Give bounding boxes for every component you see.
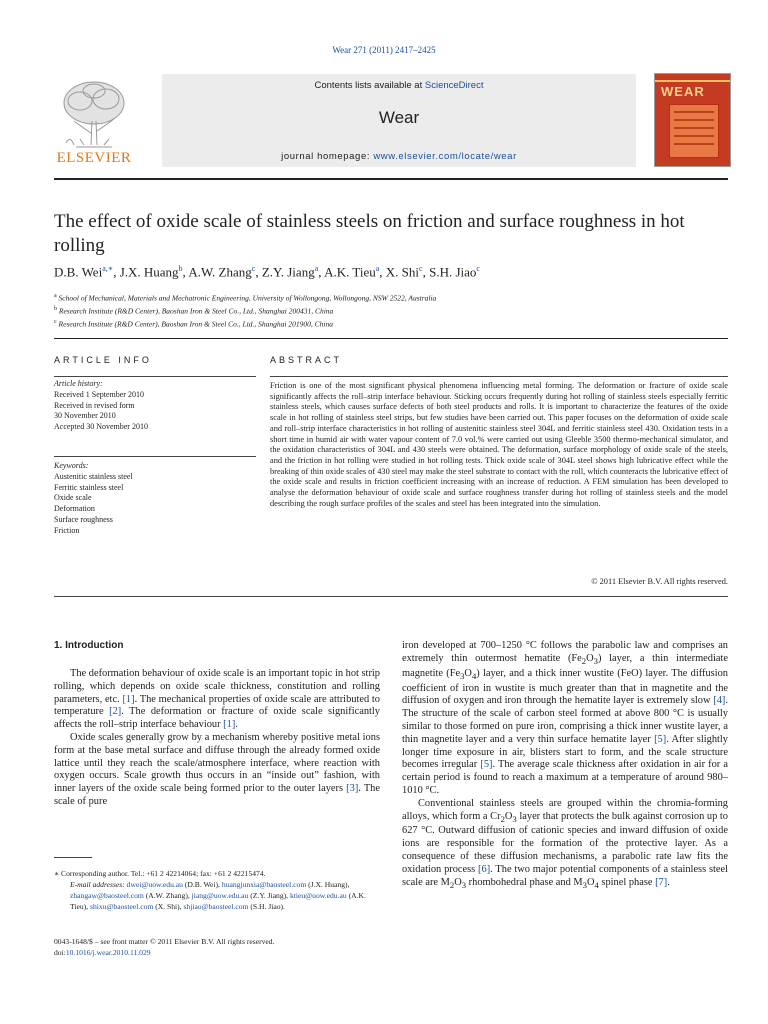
issn-line: 0043-1648/$ – see front matter © 2011 Elsevier B.V. All rights reserved.: [54, 937, 275, 946]
keywords-block: [54, 461, 254, 537]
author-name: S.H. Jiao: [429, 264, 477, 280]
email-owner: (A.W. Zhang),: [143, 891, 192, 900]
footnote-rule: [54, 857, 92, 858]
subscript: 2: [500, 813, 505, 824]
email-owner: (X. Shi),: [153, 902, 184, 911]
subscript: 4: [594, 879, 599, 890]
author-name: X. Shi: [385, 264, 420, 280]
affiliation: [54, 304, 724, 317]
subscript: 3: [460, 670, 465, 681]
doi-line: [54, 947, 380, 958]
homepage-prefix: journal homepage:: [281, 151, 374, 162]
contents-prefix: Contents lists available at: [314, 80, 425, 91]
subscript: 3: [512, 813, 517, 824]
affiliation: [54, 291, 724, 304]
author-name: Z.Y. Jiang: [261, 264, 315, 280]
affiliation-list: [54, 291, 724, 330]
affiliation-mark: a: [54, 293, 57, 299]
keywords-heading: Keywords:: [54, 461, 89, 470]
email-owner: (S.H. Jiao).: [248, 902, 285, 911]
author-name: D.B. Wei: [54, 264, 103, 280]
abstract-text: Friction is one of the most significant physical phenomena influencing metal forming. The deformation or fracture of oxide scale significantly affects the roll–strip interface behaviour. Sticking occurs frequently during hot rolling of stainless steels especially ferritic stainless steels, which causes surface defects of both steel products and rolls. It is important to characterize the features of the oxide scale in hot rolling of stainless steel strips, but few studies have been carried out. This paper focuses on the deformation of oxide scale and roll–strip interface characteristics in hot rolling of austenitic stainless steel 304L and ferritic stainless steel 430. Oxidation tests in a short time in humid air with water vapour content of 7.0 vol.% were carried out using Gleeble 3500 thermo-mechanical simulator, and the oxidation characteristics of 304L and 430 steels were obtained. The deformation, surface morphology of oxide scale of the steels, and the friction in hot rolling were studied in hot rolling tests. Thick oxide scale of 304L steel shows high lubricative effect while the breaking of thin oxide scales of 430 steel may make the steel substrate to contact with the roll, which counteracts the lubricative effect of the oxide scale and results in friction coefficient increasing with an increase of reduction. A FEM simulation has been developed to analyse the deformation behaviour of oxide scale and surface roughness transfer during hot rolling of stainless steels and the model describing the rough surface profiles of the scales and steel has been integrated into the simulation.: [270, 381, 728, 508]
email-link[interactable]: huangjunxia@baosteel.com: [221, 880, 307, 889]
author-affil-mark[interactable]: b: [178, 264, 183, 273]
article-history: [54, 379, 254, 433]
doi-prefix: doi:: [54, 948, 66, 957]
citation-ref-link[interactable]: [1]: [223, 719, 236, 731]
abstract-rule: [270, 376, 728, 377]
subscript: 2: [449, 879, 455, 890]
citation-ref-link[interactable]: [5]: [654, 733, 667, 745]
cover-title: WEAR: [661, 84, 705, 99]
email-owner: (A.K. Tieu),: [70, 891, 366, 911]
subscript: 2: [581, 655, 587, 666]
section-heading-introduction: 1. Introduction: [54, 640, 124, 651]
history-heading: Article history:: [54, 379, 103, 388]
corresponding-author-note: ∗ Corresponding author. Tel.: +61 2 42214064; fax: +61 2 42215474.: [54, 869, 266, 878]
author-affil-mark[interactable]: c: [251, 264, 256, 273]
doi-link[interactable]: 10.1016/j.wear.2010.11.029: [65, 948, 151, 957]
body-paragraph: The deformation behaviour of oxide scale is an important topic in hot strip rolling, which depends on oxide scale thickness, constitution and rolling parameters, etc. [1]. The mechanical properties of oxide scale are attributed to temperature [2]. The deformation or fracture of oxide scale significantly affects the roll–strip interface behaviour [1].: [54, 668, 381, 731]
history-item: Accepted 30 November 2010: [54, 422, 148, 432]
history-rule: [54, 456, 256, 457]
abstract-end-rule: [54, 596, 728, 597]
journal-cover-image[interactable]: [654, 73, 731, 167]
affiliation-mark: b: [54, 306, 57, 312]
body-paragraph: Oxide scales generally grow by a mechanism whereby positive metal ions form at the base metal surface and diffuse through the already formed oxide lattice until they reach the scale/atmosphere interface, where reaction with oxygen occurs. Scale growth thus occurs in an “inside out” fashion, with inner layers of the oxide scale being formed prior to the outer layers [3]. The scale of pure: [54, 731, 380, 807]
email-link[interactable]: dwei@uow.edu.au: [126, 880, 183, 889]
history-item: 30 November 2010: [54, 411, 116, 421]
body-paragraph: Conventional stainless steels are grouped within the chromia-forming alloys, which form a $Cr_2O_3$ layer that protects the bulk against corrosion up to 627 °C. Outward diffusion of cationic species and inward diffusion of oxide ions are responsible for the formation of the protective layer. As a consequence of these diffusion mechanisms, a parabolic rate law fits the oxidation process [6]. The two major potential components of a stainless steel scale are $M_2O_3$ rhombohedral phase and $M_3O_4$ spinel phase [7].: [402, 797, 729, 890]
affiliation: [54, 317, 724, 330]
citation-ref-link[interactable]: [2]: [109, 706, 122, 718]
abstract-copyright: © 2011 Elsevier B.V. All rights reserved.: [591, 577, 728, 586]
author-list: D.B. Wei$^{a,∗}$, J.X. Huang$^b$, A.W. Zhang$^c$, Z.Y. Jiang$^a$, A.K. Tieu$^a$, X. Shi$^c$, S.H. Jiao$^c$: [54, 264, 480, 280]
affiliation-text: Research Institute (R&D Center), Baoshan Iron & Steel Co., Ltd., Shanghai 201900, China: [56, 319, 333, 329]
citation-ref-link[interactable]: [4]: [713, 695, 726, 707]
author-affil-mark[interactable]: c: [476, 264, 480, 273]
author-name: J.X. Huang: [119, 264, 179, 280]
journal-name: Wear: [378, 108, 420, 127]
email-label: E-mail addresses:: [70, 880, 127, 889]
author-affil-mark[interactable]: a,∗: [102, 264, 114, 273]
contents-line: [162, 80, 636, 91]
abstract-label: ABSTRACT: [270, 355, 343, 365]
affiliation-text: Research Institute (R&D Center), Baoshan Iron & Steel Co., Ltd., Shanghai 200431, China: [57, 306, 334, 316]
journal-citation[interactable]: Wear 271 (2011) 2417–2425: [332, 45, 436, 55]
history-item: Received in revised form: [54, 400, 135, 410]
email-link[interactable]: zhangaw@baosteel.com: [70, 891, 144, 900]
keyword-item: Ferritic stainless steel: [54, 482, 124, 492]
history-lines: [54, 390, 254, 433]
body-paragraph: iron developed at 700–1250 °C follows the parabolic law and comprises an extremely thin outermost hematite $(Fe_2O_3)$ layer, a thin intermediate magnetite $(Fe_3O_4)$ layer, and a thick inner wustite (FeO) layer. The diffusion coefficient of iron in wustite is much greater than that in magnetite and the diffusion of oxygen and iron through the hematite layer is extremely slow [4]. The structure of the scale of carbon steel formed at above 800 °C is usually similar to those formed on pure iron, comprising a thick inner wustite layer, a thin magnetite layer and a very thin surface hematite layer [5]. After slightly longer time exposure in air, blisters start to form, and the scale structure becomes irregular [5]. The average scale thickness after oxidation in air for a certain period is found to reach a maximum at a temperature of around 980–1010 °C.: [402, 640, 728, 796]
body-column-right: [402, 640, 728, 891]
history-item: Received 1 September 2010: [54, 389, 144, 399]
subscript: 3: [461, 879, 467, 890]
sciencedirect-link[interactable]: ScienceDirect: [424, 80, 484, 91]
footnotes: [54, 868, 380, 912]
keyword-lines: [54, 472, 254, 537]
citation-ref-link[interactable]: [1]: [122, 693, 135, 705]
keyword-item: Oxide scale: [54, 493, 92, 503]
keyword-item: Surface roughness: [54, 514, 113, 524]
citation-ref-link[interactable]: [5]: [480, 759, 493, 771]
citation-ref-link[interactable]: [3]: [346, 783, 359, 795]
keyword-item: Austenitic stainless steel: [54, 471, 133, 481]
elsevier-wordmark: ELSEVIER: [56, 150, 132, 166]
email-owner: (D.B. Wei),: [182, 880, 222, 889]
cover-book-graphic: [669, 104, 719, 158]
body-column-left: [54, 668, 380, 809]
keyword-item: Deformation: [54, 504, 95, 514]
email-addresses: [54, 879, 380, 912]
cover-stripe: [655, 80, 730, 82]
section-rule: [54, 338, 728, 339]
author-affil-mark[interactable]: a: [314, 264, 319, 273]
homepage-line: [162, 151, 636, 162]
citation-ref-link[interactable]: [7]: [655, 876, 668, 888]
author-name: A.K. Tieu: [324, 264, 376, 280]
author-affil-mark[interactable]: a: [375, 264, 380, 273]
email-owner: (Z.Y. Jiang),: [248, 891, 290, 900]
author-affil-mark[interactable]: c: [419, 264, 423, 273]
email-link[interactable]: shixu@baosteel.com: [89, 902, 154, 911]
email-link[interactable]: jiang@uow.edu.au: [191, 891, 249, 900]
email-link[interactable]: shjiao@baosteel.com: [183, 902, 249, 911]
subscript: 3: [593, 655, 598, 666]
email-link[interactable]: ktieu@uow.edu.au: [289, 891, 347, 900]
citation-ref-link[interactable]: [6]: [478, 863, 491, 875]
author-name: A.W. Zhang: [188, 264, 252, 280]
subscript: 4: [471, 670, 477, 681]
email-owner: (J.X. Huang),: [306, 880, 350, 889]
header-rule: [54, 178, 728, 180]
bottom-info: [54, 936, 380, 958]
affiliation-text: School of Mechanical, Materials and Mechatronic Engineering, University of Wollongong, Wollongong, NSW 2522, Australia: [56, 293, 437, 303]
homepage-link[interactable]: www.elsevier.com/locate/wear: [373, 151, 517, 162]
article-info-label: ARTICLE INFO: [54, 355, 152, 365]
article-info-rule: [54, 376, 256, 377]
subscript: 3: [582, 879, 587, 890]
affiliation-mark: c: [54, 319, 57, 325]
article-title: The effect of oxide scale of stainless steels on friction and surface roughness in hot rolling: [54, 211, 685, 256]
keyword-item: Friction: [54, 525, 80, 535]
